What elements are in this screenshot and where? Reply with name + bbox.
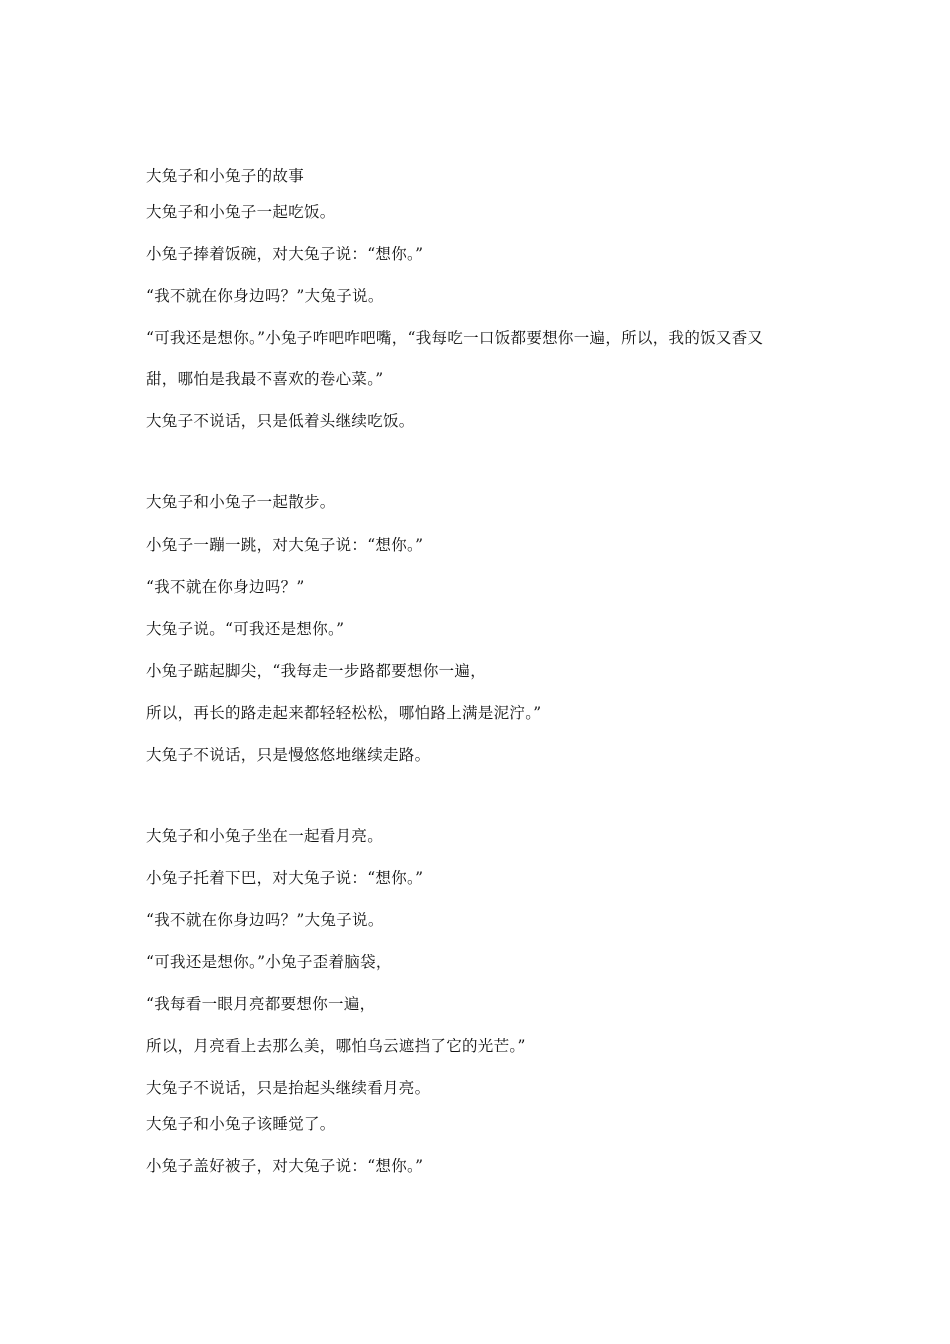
paragraph-line: “我每看一眼月亮都要想你一遍， xyxy=(146,995,376,1013)
paragraph-line: 大兔子说。“可我还是想你。” xyxy=(146,620,345,638)
paragraph-line: “我不就在你身边吗？”大兔子说。 xyxy=(146,287,384,305)
paragraph-line: 小兔子踮起脚尖，“我每走一步路都要想你一遍， xyxy=(146,662,487,680)
paragraph-line: “我不就在你身边吗？” xyxy=(146,578,305,596)
paragraph-line: 大兔子和小兔子该睡觉了。 xyxy=(146,1115,336,1133)
paragraph-line: 小兔子盖好被子，对大兔子说：“想你。” xyxy=(146,1157,424,1175)
paragraph-line: “我不就在你身边吗？”大兔子说。 xyxy=(146,911,384,929)
paragraph-line: 所以，再长的路走起来都轻轻松松，哪怕路上满是泥泞。” xyxy=(146,704,542,722)
paragraph-line: 小兔子托着下巴，对大兔子说：“想你。” xyxy=(146,869,424,887)
paragraph-line: 大兔子不说话，只是抬起头继续看月亮。 xyxy=(146,1079,431,1097)
paragraph-line: 小兔子捧着饭碗，对大兔子说：“想你。” xyxy=(146,245,424,263)
document-title: 大兔子和小兔子的故事 xyxy=(146,167,305,185)
paragraph-line: 大兔子和小兔子坐在一起看月亮。 xyxy=(146,827,384,845)
paragraph-line: 大兔子和小兔子一起散步。 xyxy=(146,493,336,511)
paragraph-line: “可我还是想你。”小兔子咋吧咋吧嘴，“我每吃一口饭都要想你一遍，所以，我的饭又香又 xyxy=(146,329,764,347)
paragraph-line: “可我还是想你。”小兔子歪着脑袋， xyxy=(146,953,392,971)
paragraph-line: 所以，月亮看上去那么美，哪怕乌云遮挡了它的光芒。” xyxy=(146,1037,526,1055)
paragraph-line: 小兔子一蹦一跳，对大兔子说：“想你。” xyxy=(146,536,424,554)
paragraph-line: 甜，哪怕是我最不喜欢的卷心菜。” xyxy=(146,370,384,388)
paragraph-line: 大兔子和小兔子一起吃饭。 xyxy=(146,203,336,221)
paragraph-line: 大兔子不说话，只是低着头继续吃饭。 xyxy=(146,412,415,430)
paragraph-line: 大兔子不说话，只是慢悠悠地继续走路。 xyxy=(146,746,431,764)
